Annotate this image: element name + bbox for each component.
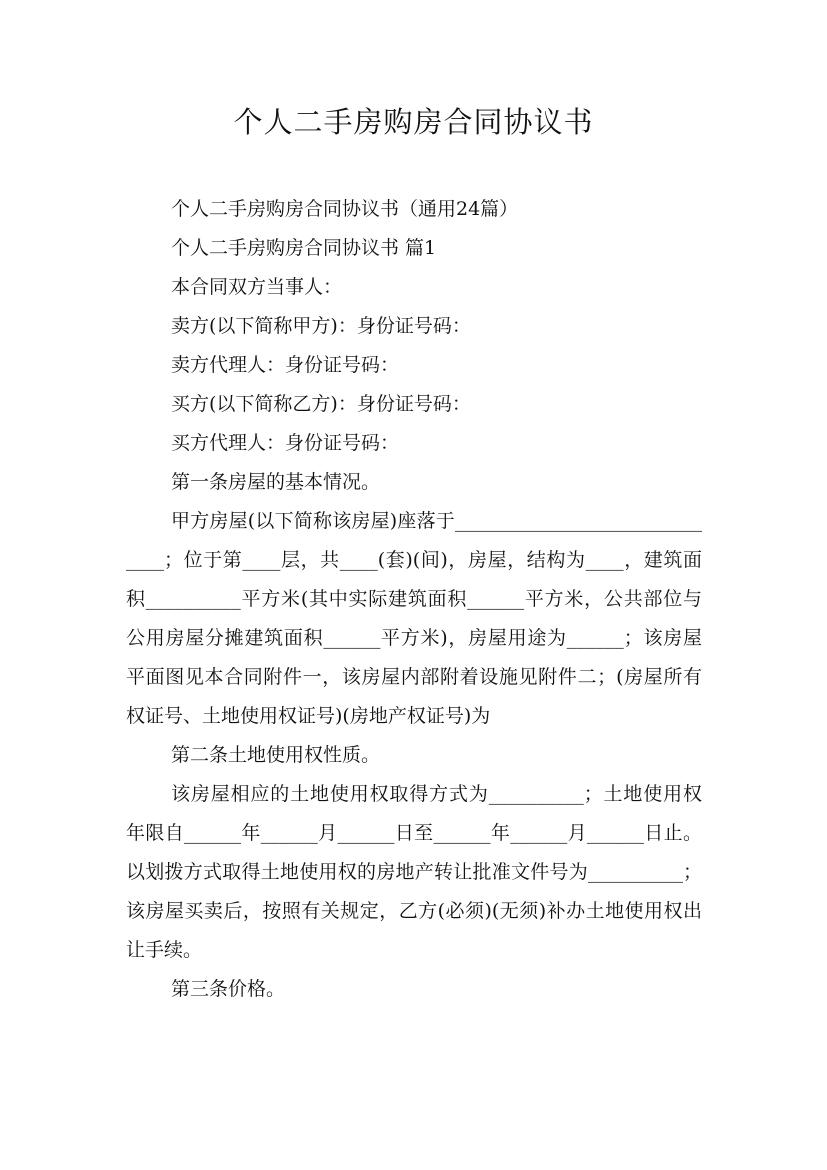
- paragraph-section-heading: 个人二手房购房合同协议书 篇1: [171, 237, 437, 259]
- paragraph-seller-agent: 卖方代理人：身份证号码：: [171, 354, 400, 376]
- paragraph-article-1-heading: 第一条房屋的基本情况。: [171, 471, 381, 493]
- paragraph-subtitle: 个人二手房购房合同协议书（通用24篇）: [171, 198, 519, 220]
- paragraph-article-2-body: 该房屋相应的土地使用权取得方式为__________；土地使用权年限自______年______月______日至______年______月______日止。以划拨方式取得土地使用权的房地产转让批准文件号为__________；该房屋买卖后，按照有关规定，乙方(必须)(无须)补办土地使用权出让手续。: [126, 783, 702, 961]
- paragraph-article-1-body: 甲方房屋(以下简称该房屋)座落于______________________________；位于第____层，共____(套)(间)，房屋，结构为____，建筑面积__________平方米(其中实际建筑面积______平方米，公共部位与公用房屋分摊建筑面积______平方米)，房屋用途为______；该房屋平面图见本合同附件一，该房屋内部附着设施见附件二；(房屋所有权证号、土地使用权证号)(房地产权证号)为: [126, 510, 702, 727]
- paragraph-parties-intro: 本合同双方当事人：: [171, 276, 343, 298]
- paragraph-seller: 卖方(以下简称甲方)：身份证号码：: [171, 315, 471, 337]
- document-title: 个人二手房购房合同协议书: [233, 105, 594, 139]
- paragraph-article-3-heading: 第三条价格。: [171, 978, 286, 1000]
- paragraph-buyer: 买方(以下简称乙方)：身份证号码：: [171, 393, 471, 415]
- document-body: [126, 190, 702, 1009]
- paragraph-buyer-agent: 买方代理人：身份证号码：: [171, 432, 400, 454]
- paragraph-article-2-heading: 第二条土地使用权性质。: [171, 744, 381, 766]
